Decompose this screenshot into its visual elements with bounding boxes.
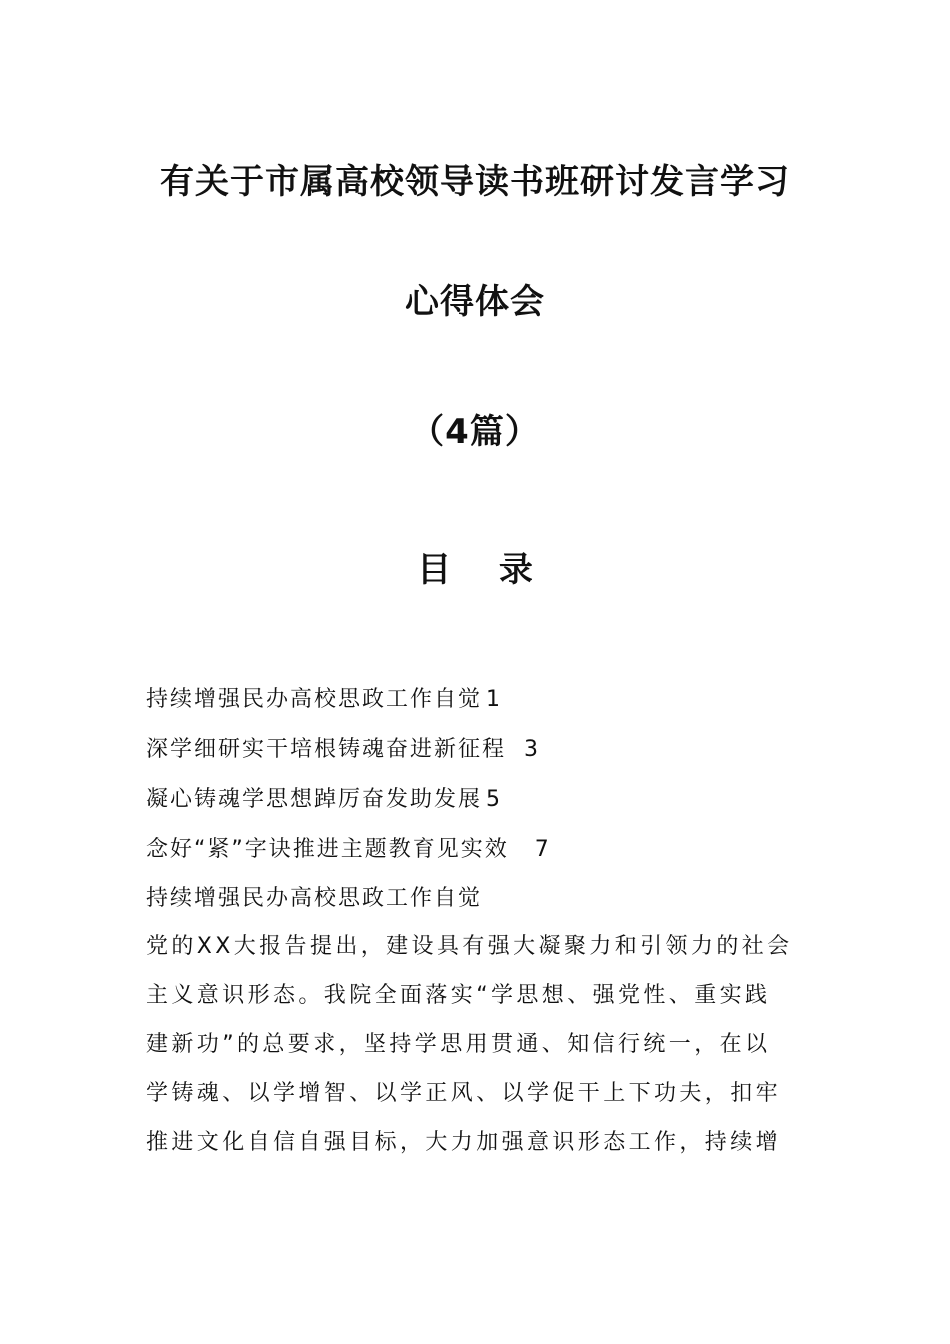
toc-item-title: 深学细研实干培根铸魂奋进新征程	[146, 737, 507, 762]
section-heading: 持续增强民办高校思政工作自觉	[146, 886, 483, 911]
body-line: 党的XX大报告提出，建设具有强大凝聚力和引领力的社会	[146, 934, 793, 959]
toc-item-title: 持续增强民办高校思政工作自觉	[146, 687, 483, 712]
toc-heading: 目 录	[417, 550, 551, 590]
body-line: 学铸魂、以学增智、以学正风、以学促干上下功夫，扣牢	[146, 1081, 782, 1106]
toc-item[interactable]	[146, 683, 806, 733]
toc-item-page: 7	[534, 837, 549, 862]
document-subtitle: （4篇）	[410, 412, 540, 452]
toc-item-title: 凝心铸魂学思想踔厉奋发助发展	[146, 787, 483, 812]
body-paragraph	[146, 928, 806, 1173]
document-title-line2: 心得体会	[405, 282, 545, 322]
toc-item-page: 1	[486, 687, 501, 712]
toc-item-page: 3	[524, 737, 539, 762]
toc-item[interactable]	[146, 783, 806, 833]
body-line: 推进文化自信自强目标，大力加强意识形态工作，持续增	[146, 1130, 782, 1155]
toc-item-page: 5	[486, 787, 501, 812]
toc-item[interactable]	[146, 733, 806, 783]
toc-item-title: 念好“紧”字诀推进主题教育见实效	[146, 837, 509, 862]
body-line: 主义意识形态。我院全面落实“学思想、强党性、重实践	[146, 983, 771, 1008]
toc-item[interactable]	[146, 833, 806, 883]
document-title-line1: 有关于市属高校领导读书班研讨发言学习	[160, 162, 790, 202]
body-line: 建新功”的总要求，坚持学思用贯通、知信行统一，在以	[146, 1032, 771, 1057]
table-of-contents	[146, 683, 806, 883]
